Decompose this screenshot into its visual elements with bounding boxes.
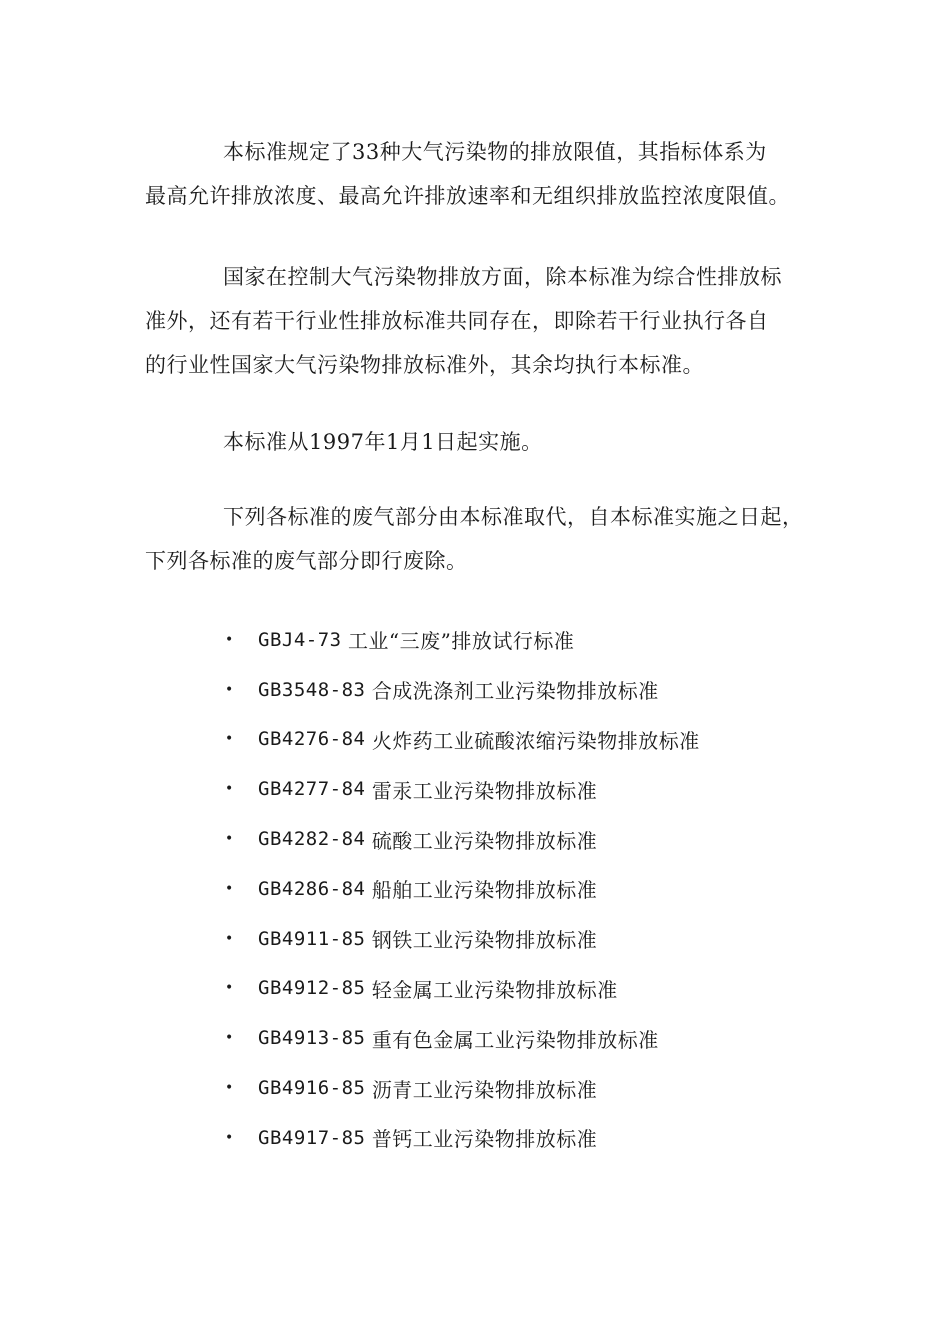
- standard-code: GB4277-84: [258, 778, 366, 801]
- standard-name: 钢铁工业污染物排放标准: [371, 928, 598, 953]
- bullet-icon: •: [225, 631, 234, 648]
- paragraph-line: 下列各标准的废气部分即行废除。: [145, 549, 468, 573]
- paragraph-line: 本标准规定了33种大气污染物的排放限值，其指标体系为: [223, 140, 767, 164]
- list-item: [225, 764, 700, 814]
- bullet-icon: •: [225, 880, 234, 897]
- standard-code: GB4913-85: [258, 1027, 366, 1050]
- standard-code: GB4286-84: [258, 877, 366, 900]
- standard-name: 工业“三废”排放试行标准: [347, 629, 575, 654]
- list-item: [225, 615, 700, 665]
- standard-code: GB4912-85: [258, 977, 366, 1000]
- paragraph-line: 下列各标准的废气部分由本标准取代，自本标准实施之日起，: [223, 505, 804, 529]
- standard-code: GB4282-84: [258, 828, 366, 851]
- bullet-icon: •: [225, 930, 234, 947]
- bullet-icon: •: [225, 1129, 234, 1146]
- list-item: [225, 1013, 700, 1063]
- list-item: [225, 1063, 700, 1113]
- list-item: [225, 964, 700, 1014]
- list-item: [225, 1113, 700, 1163]
- bullet-icon: •: [225, 731, 234, 748]
- standard-name: 硫酸工业污染物排放标准: [371, 828, 598, 853]
- standard-name: 雷汞工业污染物排放标准: [371, 778, 598, 803]
- standard-code: GB3548-83: [258, 678, 366, 701]
- standard-name: 重有色金属工业污染物排放标准: [371, 1027, 659, 1052]
- standard-name: 火炸药工业硫酸浓缩污染物排放标准: [371, 728, 700, 753]
- list-item: [225, 665, 700, 715]
- paragraph-line: 本标准从1997年1月1日起实施。: [223, 430, 543, 454]
- standard-name: 合成洗涤剂工业污染物排放标准: [371, 679, 659, 704]
- bullet-icon: •: [225, 980, 234, 997]
- bullet-icon: •: [225, 831, 234, 848]
- standard-code: GB4276-84: [258, 728, 366, 751]
- bullet-icon: •: [225, 681, 234, 698]
- paragraph-industry-standards: [145, 255, 815, 387]
- bullet-icon: •: [225, 1030, 234, 1047]
- standard-name: 船舶工业污染物排放标准: [371, 878, 598, 903]
- bullet-icon: •: [225, 781, 234, 798]
- list-item: [225, 864, 700, 914]
- list-item: [225, 715, 700, 765]
- standard-code: GB4917-85: [258, 1126, 366, 1149]
- list-item: [225, 814, 700, 864]
- standard-code: GB4916-85: [258, 1077, 366, 1100]
- list-item: [225, 914, 700, 964]
- paragraph-effective-date: [145, 420, 815, 464]
- paragraph-line: 最高允许排放浓度、最高允许排放速率和无组织排放监控浓度限值。: [145, 184, 790, 208]
- paragraph-line: 准外，还有若干行业性排放标准共同存在，即除若干行业执行各自: [145, 309, 769, 333]
- standard-code: GBJ4-73: [258, 628, 342, 651]
- paragraph-superseded-standards: [145, 495, 815, 583]
- paragraph-line: 的行业性国家大气污染物排放标准外，其余均执行本标准。: [145, 353, 704, 377]
- standard-name: 普钙工业污染物排放标准: [371, 1127, 598, 1152]
- standard-name: 轻金属工业污染物排放标准: [371, 977, 618, 1002]
- standard-name: 沥青工业污染物排放标准: [371, 1077, 598, 1102]
- standard-code: GB4911-85: [258, 927, 366, 950]
- paragraph-line: 国家在控制大气污染物排放方面，除本标准为综合性排放标: [223, 265, 782, 289]
- superseded-standards-list: [225, 615, 700, 1163]
- bullet-icon: •: [225, 1080, 234, 1097]
- paragraph-emission-limits: [145, 130, 815, 218]
